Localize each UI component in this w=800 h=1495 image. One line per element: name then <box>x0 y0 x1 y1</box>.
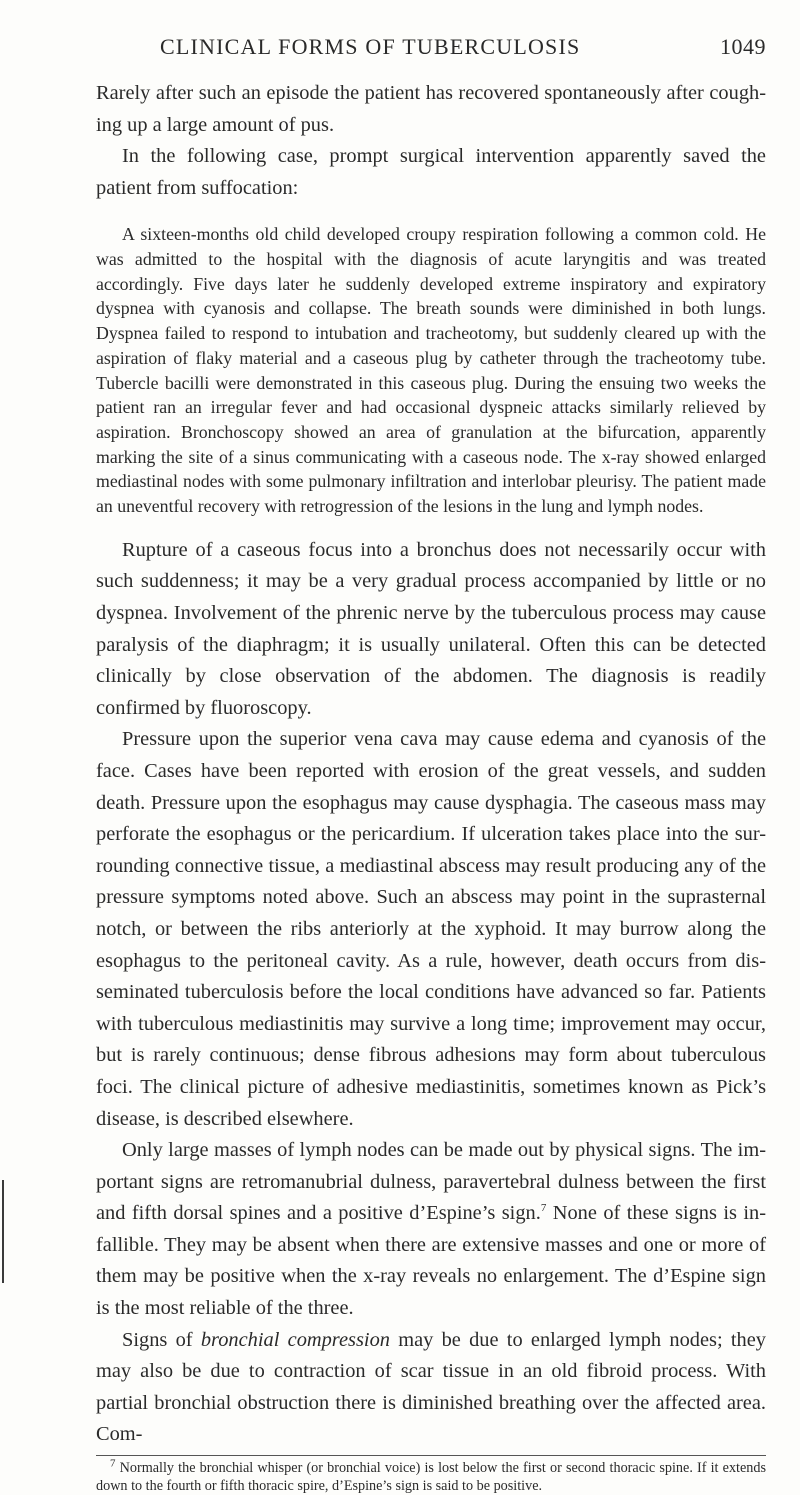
footnote-text: Normally the bronchial whisper (or bronchial voice) is lost below the first or second thoracic spine. If it extends down to the fourth or fifth thoracic spire, d’Espine’s sign is said to be positive. <box>96 1460 766 1495</box>
bronchial-rest: may be due to enlarged lymph nodes; they may also be due to contraction of scar tissue in an old fibroid process. With partial bronchial obstruction there is diminished breathing over the affected area. Com- <box>96 1328 766 1446</box>
footnote-reference: 7 <box>540 1202 547 1215</box>
paragraph-pressure-effects: Pressure upon the superior vena cava may cause edema and cyanosis of the face. Cases have been reported with erosion of the great vessels, and sudden death. Pressure upon the esophagus may cause dysphagia. The caseous mass may perforate the esophagus or the pericardium. If ulceration takes place into the sur-rounding connective tissue, a mediastinal abscess may result producing any of the pressure symptoms noted above. Such an abscess may point in the suprasternal notch, or between the ribs anteriorly at the xyphoid. It may burrow along the esophagus to the peritoneal cavity. As a rule, however, death occurs from dis-seminated tuberculosis before the local conditions have advanced so far. Patients with tuberculous mediastinitis may survive a long time; improvement may occur, but is rarely continuous; dense fibrous adhesions may form about tuberculous foci. The clinical picture of adhesive mediastinitis, sometimes known as Pick’s disease, is described elsewhere. <box>96 728 766 1130</box>
paragraph-rupture-recovery: Rarely after such an episode the patient has recovered spontaneously after cough-ing up a large amount of pus. <box>96 82 766 136</box>
case-report: A sixteen-months old child developed croupy respiration following a common cold. He was admitted to the hospital with the diagnosis of acute laryngitis and was treated accordingly. Five days later he suddenly developed extreme inspiratory and expiratory dyspnea with cyanosis and collapse. The breath sounds were diminished in both lungs. Dyspnea failed to respond to intubation and tracheotomy, but suddenly cleared up with the aspiration of flaky material and a caseous plug by catheter through the tracheotomy tube. Tubercle bacilli were demonstrated in this caseous plug. During the ensuing two weeks the patient ran an irregular fever and had occasional dyspneic attacks similarly relieved by aspiration. Bronchoscopy showed an area of granulation at the bifurcation, apparently marking the site of a sinus communicating with a caseous node. The x-ray showed enlarged mediastinal nodes with some pulmonary infiltration and interlobar pleurisy. The patient made an uneventful recovery with retrogression of the lesions in the lung and lymph nodes. <box>96 224 766 517</box>
paragraph-physical-signs <box>96 1135 766 1325</box>
physical-signs-text: Only large masses of lymph nodes can be made out by physical signs. The im-portant signs are retromanubrial dulness, paravertebral dulness between the first and fifth dorsal spines and a positive d’Espine’s sign. <box>96 1139 766 1225</box>
footnote-divider <box>96 1455 766 1456</box>
book-page <box>96 34 766 1495</box>
footnote <box>96 1459 766 1495</box>
page-number: 1049 <box>720 34 766 59</box>
bronchial-lead: Signs of <box>122 1328 201 1351</box>
physical-signs-continued: None of these signs is in-fallible. They may be absent when there are extensive masses and one or more of them may be positive when the x-ray reveals no enlargement. The d’Espine sign is the most reliable of the three. <box>96 1202 767 1320</box>
bronchial-compression-term: bronchial compression <box>200 1328 390 1351</box>
running-head-title: CLINICAL FORMS OF TUBERCULOSIS <box>160 34 581 59</box>
paragraph-bronchial-compression <box>96 1325 766 1451</box>
paragraph-case-intro: In the following case, prompt surgical intervention apparently saved the patient from suffocation: <box>96 145 766 199</box>
paragraph-phrenic-nerve: Rupture of a caseous focus into a bronchus does not necessarily occur with such suddenness; it may be a very gradual process accompanied by little or no dyspnea. Involvement of the phrenic nerve by the tuberculous process may cause paralysis of the diaphragm; it is usually unilateral. Often this can be detected clinically by close observation of the abdomen. The diagnosis is readily confirmed by fluoroscopy. <box>96 538 766 719</box>
scan-edge-mark <box>2 1180 4 1283</box>
footnote-marker: 7 <box>110 1457 116 1470</box>
running-head <box>160 34 766 60</box>
